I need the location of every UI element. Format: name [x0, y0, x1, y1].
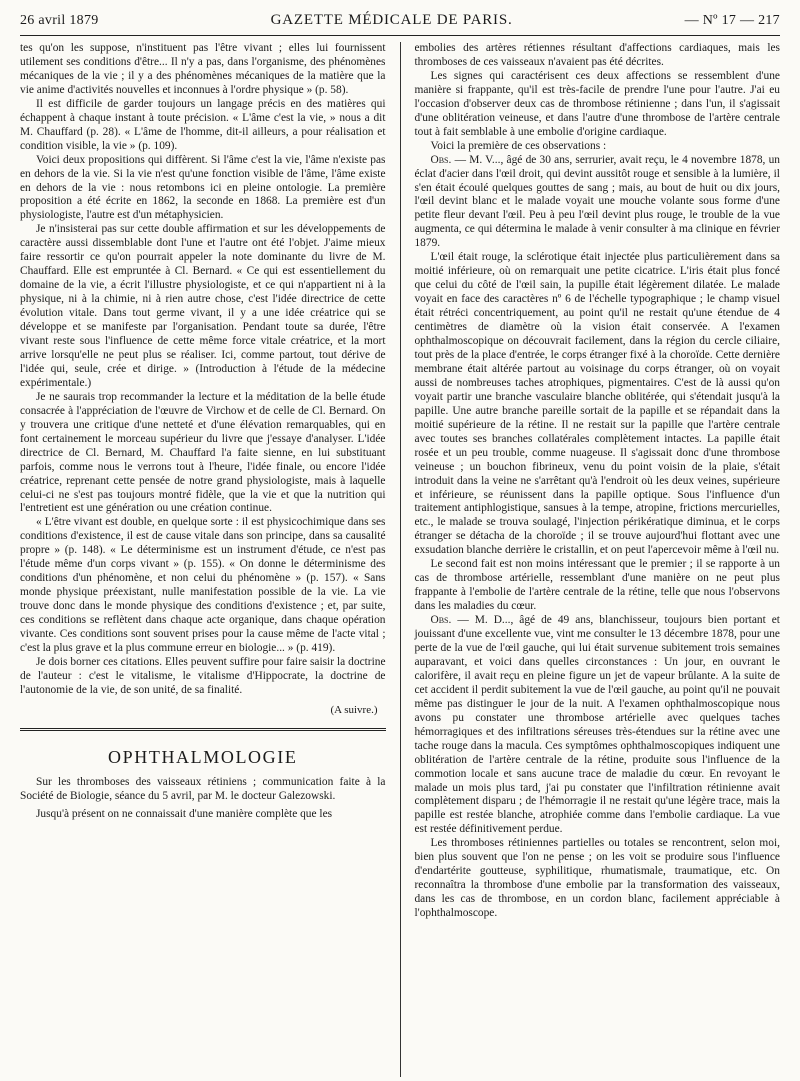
to-be-continued: (A suivre.) [330, 703, 378, 716]
left-column [20, 42, 386, 1077]
paragraph: « L'être vivant est double, en quelque sorte : il est physicochimique dans ses conditions d'existence, il est de cause vitale dans son principe, dans sa causalité propre » (p. 148). « Le déterminisme est un instrument d'étude, ce n'est pas l'étude même d'un corps vivant » (p. 155). « On donne le déterminisme des conditions d'un phénomène, et non celui du phénomène » (p. 157). « Sans monde physique préexistant, nulle manifestation possible de la vie. La vie trouve donc dans le monde physique des conditions d'existence ; et, par suite, ces conditions se reflètent dans chaque acte organique, dans chaque opération vivante. Ces conditions sont souvent prises pour la cause même de l'acte vital ; c'est la plus grave et la plus commune erreur en biologie... » (p. 419). [20, 516, 386, 654]
right-column [414, 42, 780, 1077]
paragraph: Le second fait est non moins intéressant que le premier ; il se rapporte à un cas de thrombose artérielle, ressemblant d'une manière on ne peut plus frappante à l'embolie de l'artère centrale de la rétine, telle que nous l'observons dans les maladies du cœur. [414, 558, 780, 613]
paragraph: Les signes qui caractérisent ces deux affections se ressemblent d'une manière si frappante, qu'il est très-facile de prendre l'une pour l'autre. J'ai eu l'occasion d'observer deux cas de thrombose rétinienne ; dans l'un, il s'agissait d'une oblitération veineuse, et dans l'autre d'une thrombose de l'artère centrale tout à fait semblable à une embolie d'origine cardiaque. [414, 69, 780, 138]
paragraph: Je n'insisterai pas sur cette double affirmation et sur les développements de caractère aussi dissemblable dont l'une et l'autre ont été l'objet. J'aime mieux faire ressortir ce qu'on pourrait appeler la note dominante du livre de M. Chauffard. Elle est empruntée à Cl. Bernard. « Ce qui est essentiellement du domaine de la vie, a écrit l'illustre physiologiste, et ce qui n'appartient ni à la physique, ni à la chimie, ni à rien autre chose, c'est l'idée directrice de cette évolution vitale. Dans tout germe vivant, il y a une idée créatrice qui se développe et se manifeste par l'organisation. Pendant toute sa durée, l'être vivant reste sous l'influence de cette même force vitale créatrice, et la mort arrive lorsqu'elle ne peut plus se réaliser. Ici, comme partout, tout dérive de l'idée qui, seule, crée et dirige. » (Introduction à l'étude de la médecine expérimentale.) [20, 223, 386, 389]
paragraph: Je dois borner ces citations. Elles peuvent suffire pour faire saisir la doctrine de l'auteur : c'est le vitalisme, le vitalisme d'Hippocrate, la doctrine de l'autonomie de la vie, de son unité, de sa finalité. [20, 655, 386, 696]
paragraph: Jusqu'à présent on ne connaissait d'une manière complète que les [36, 807, 333, 820]
paragraph: embolies des artères rétiennes résultant d'affections cardiaques, mais les thromboses de ces vaisseaux n'avaient pas été décrites. [414, 42, 780, 68]
paragraph: Voici la première de ces observations : [430, 139, 607, 152]
observation-paragraph [414, 614, 780, 837]
paragraph: tes qu'on les suppose, n'instituent pas l'être vivant ; elles lui fournissent utilement ses conditions d'être... Il n'y a pas, dans l'organisme, des phénomènes mécaniques de la vie ; il y a des phénomènes mécaniques de la matière que la vie anime d'activités nouvelles et inconnues à l'ordre physique » (p. 58). [20, 42, 386, 96]
observation-label: Obs. [430, 614, 452, 627]
section-title: OPHTHALMOLOGIE [108, 746, 298, 767]
article-subtitle: Sur les thromboses des vaisseaux rétiniens ; communication faite à la Société de Biologie, séance du 5 avril, par M. le docteur Galezowski. [20, 775, 386, 802]
observation-paragraph [414, 154, 780, 252]
paragraph: Il est difficile de garder toujours un langage précis en des matières qui échappent à chaque instant à toute précision. « L'âme c'est la vie, » nous a dit M. Chauffard (p. 28). « L'âme de l'homme, dit-il ailleurs, a pour réalisation et condition visible, la vie » (p. 109). [20, 97, 386, 152]
paragraph: L'œil était rouge, la sclérotique était injectée plus particulièrement dans sa moitié inférieure, où on remarquait une petite cicatrice. L'iris était plus foncé que celui du côté de l'œil sain, la pupille était légèrement dilatée. Le malade voyait en face des caractères nº 6 de l'échelle typographique ; le champ visuel était rétréci concentriquement, au point qu'il ne restait qu'une étendue de 4 centimètres de diamètre où la vision était conservée. A l'examen ophthalmoscopique on découvrait facilement, dans la région du cercle ciliaire, tout près de la place d'entrée, le corps étranger fixé à la choroïde. Cette dernière membrane était altérée partout au voisinage du corps étranger, où on voyait aussi de nombreuses taches atrophiques, pigmentaires. C'est de là aussi qu'on voyait partir une branche vasculaire blanche oblitérée, qui s'étendait jusqu'à la papille. Une autre branche pareille sortait de la papille et se répandait dans la moitié supérieure de la rétine. Il ne restait sur la papille que l'artère centrale avec toutes ses branches collatérales complètement intactes. La papille était rosée et un peu trouble, comme nuageuse. Il s'agissait donc d'une thrombose veineuse ; un bouchon fibrineux, venu du point voisin de la plaie, s'était introduit dans la veine ne s'arrêtant qu'à l'endroit où les deux veines, supérieure et inférieure, se réunissent dans la papille optique. Sous l'influence d'un traitement antiphlogistique, sansues à la tempe, atropine, frictions mercurielles, etc., le malade se trouva soulagé, l'injection périkératique diminua, et le corps étranger se détacha de la choroïde ; il se trouve aujourd'hui flottant avec une exsudation blanche derrière le cristallin, et on peut l'apercevoir même à l'œil nu. [414, 251, 780, 557]
paragraph: Voici deux propositions qui diffèrent. Si l'âme c'est la vie, l'âme n'existe pas en dehors de la vie. Si la vie n'est qu'une fonction visible de l'âme, l'âme existe en dehors de la vie : nous retombons ici en pleine ontologie. La première proposition a été écrite en 1862, la seconde en 1868. La première est d'un physiologiste, l'autre est d'un métaphysicien. [20, 153, 386, 222]
observation-label: Obs. [430, 153, 452, 166]
header-date: 26 avril 1879 [20, 13, 99, 28]
observation-text: — M. D..., âgé de 49 ans, blanchisseur, toujours bien portant et jouissant d'une excellente vue, vint me consulter le 13 décembre 1878, pour une perte de la vue de l'œil gauche, qui lui était survenue subitement trois semaines auparavant, et voici dans quelles circonstances : Un jour, en ouvrant le calorifère, il avait reçu en pleine figure un jet de vapeur brûlante. A la suite de cet accident il perdit subitement la vue de l'œil gauche, au point qu'il ne pouvait même pas distinguer le jour de la nuit. A l'examen ophthalmoscopique nous avons pu constater une thrombose artérielle avec quelques taches hémorragiques et des infiltrations séreuses très-étendues sur la rétine avec une tache rouge dans la macula. Ces symptômes ophthalmoscopiques indiquent une oblitération de l'artère centrale de la rétine, produite sous l'influence de la commotion locale et sans aucune trace de maladie du cœur. En revoyant le malade un mois plus tard, j'ai pu constater que l'infiltration rétinienne avait complètement disparu ; de l'hémorragie il ne restait qu'une légère trace, mais la papille est restée blanche, atrophiée comme dans l'embolie cardiaque. La vue est restée définitivement perdue. [414, 614, 780, 836]
header-title: GAZETTE MÉDICALE DE PARIS. [270, 12, 513, 28]
column-rule [400, 42, 401, 1077]
observation-text: — M. V..., âgé de 30 ans, serrurier, avait reçu, le 4 novembre 1878, un éclat d'acier dans l'œil droit, qui devint aussitôt rouge et sensible à la lumière, il s'en était écoulé quelques gouttes de sang ; mais, au bout de huit ou dix jours, l'œil devint blanc et le malade voyait une mouche volante sous forme d'une petite fleur devant l'œil. Peu à peu l'œil devint plus rouge, le trouble de la vue augmenta, ce qui détermina le malade à venir consulter à ma clinique en février 1879. [414, 153, 780, 250]
page-header [20, 12, 780, 36]
section-separator [20, 728, 386, 731]
paragraph: Je ne saurais trop recommander la lecture et la méditation de la belle étude consacrée à l'appréciation de l'œuvre de Virchow et de celle de Cl. Bernard. On y trouvera une critique d'une netteté et d'une élévation remarquables, qui en font certainement le morceau supérieur du livre que j'essaye d'analyser. L'idée directrice de Cl. Bernard, M. Chauffard l'a faite sienne, en lui substituant parfois, comme nous le verrons tout à l'heure, l'idée finale, ou encore l'idée créatrice, reprenant cette pensée de notre grand physiologiste, mais à laquelle celui-ci ne s'est pas toujours montré fidèle, que la vie et que la nutrition qui l'entretient est une génération ou une création continue. [20, 390, 386, 515]
header-page-number: — Nº 17 — 217 [684, 13, 780, 28]
columns [20, 42, 780, 1077]
paragraph: Les thromboses rétiniennes partielles ou totales se rencontrent, selon moi, bien plus souvent que l'on ne pense ; on les voit se produire sous l'influence d'endartérite goutteuse, syphilitique, rhumatismale, traumatique, etc. On reconnaîtra la thrombose d'une embolie par la transformation des vaisseaux, dans les cas de thrombose, en un cordon blanc, facilement appréciable à l'ophthalmoscope. [414, 837, 780, 920]
